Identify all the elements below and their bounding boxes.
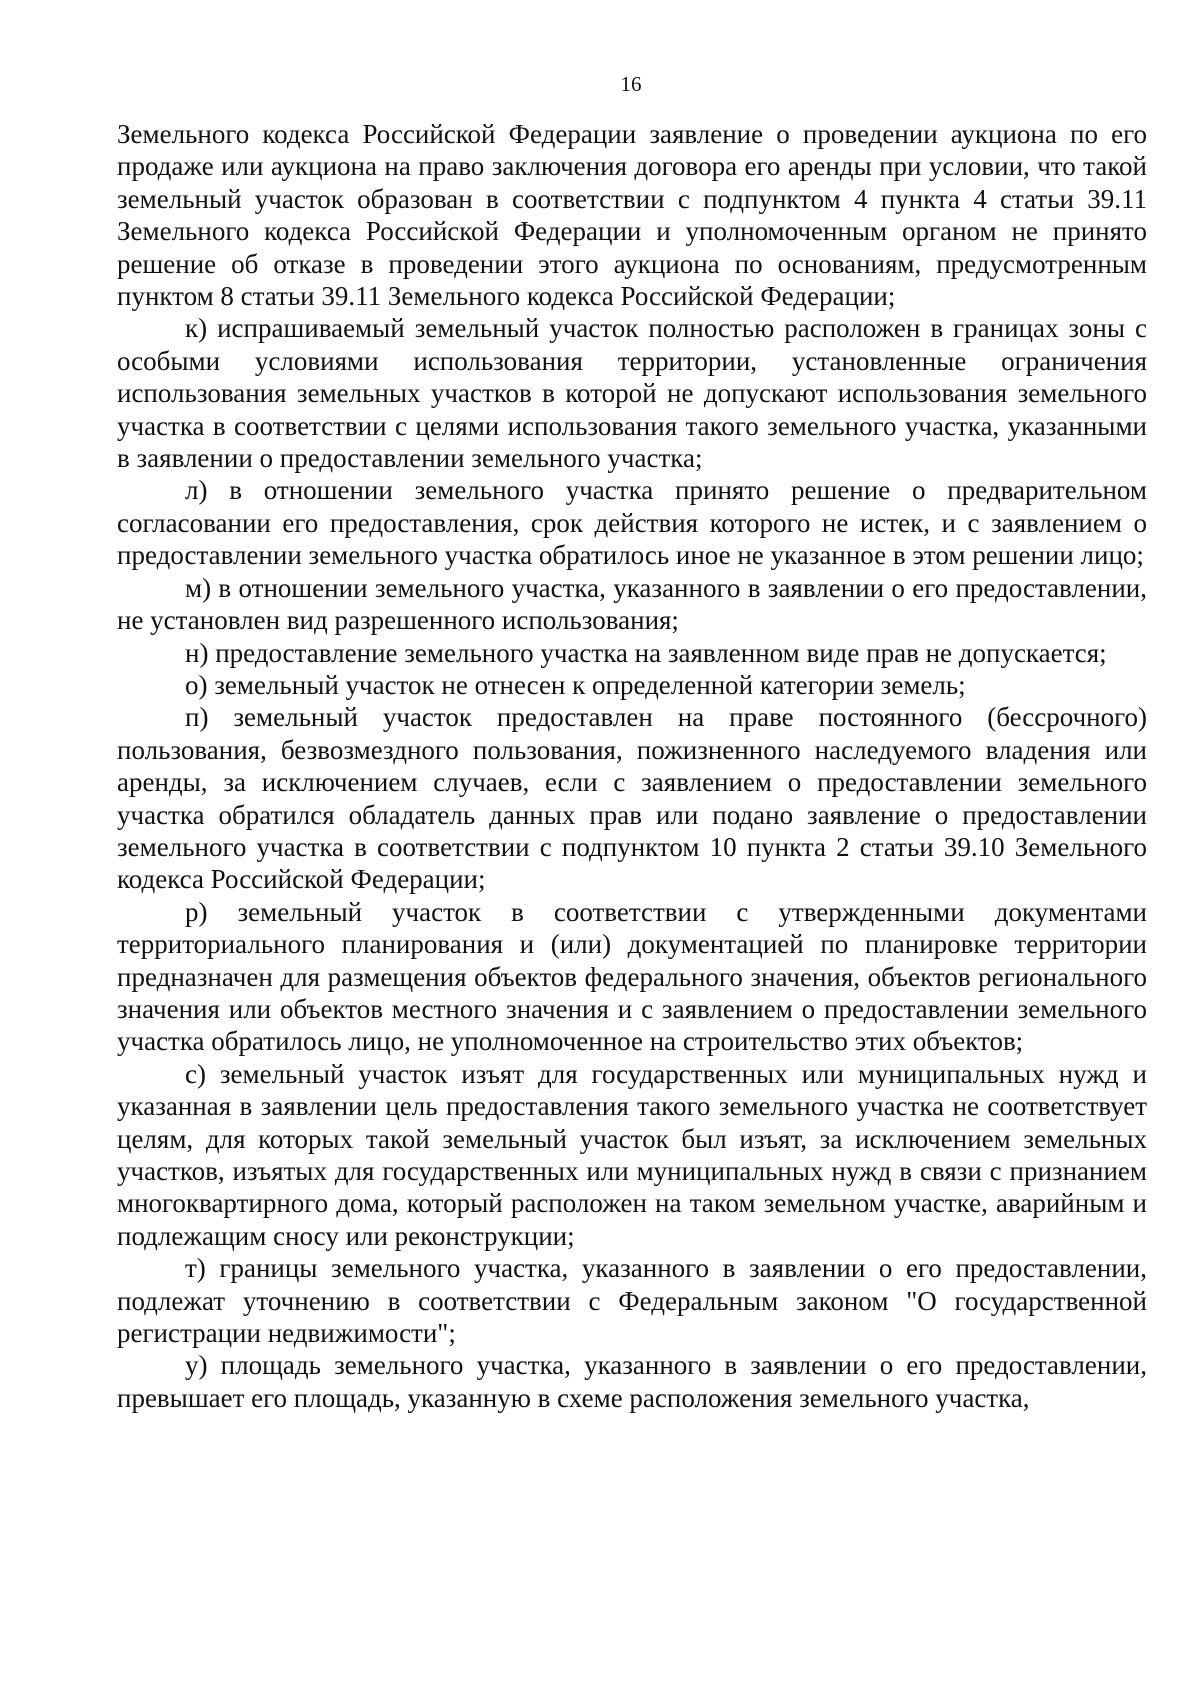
document-body [117, 118, 1147, 1414]
list-item-p: п) земельный участок предоставлен на праве постоянного (бессрочного) пользования, безвозмездного пользования, пожизненного наследуемого владения или аренды, за исключением случаев, если с заявлением о предоставлении земельного участка обратился обладатель данных прав или подано заявление о предоставлении земельного участка в соответствии с подпунктом 10 пункта 2 статьи 39.10 Земельного кодекса Российской Федерации; [117, 702, 1147, 895]
list-item-o: о) земельный участок не отнесен к определенной категории земель; [185, 669, 966, 700]
paragraph-continuation: Земельного кодекса Российской Федерации заявление о проведении аукциона по его продаже или аукциона на право заключения договора его аренды при условии, что такой земельный участок образован в соответствии с подпунктом 4 пункта 4 статьи 39.11 Земельного кодекса Российской Федерации и уполномоченным органом не принято решение об отказе в проведении этого аукциона по основаниям, предусмотренным пунктом 8 статьи 39.11 Земельного кодекса Российской Федерации; [117, 119, 1147, 312]
list-item-r: р) земельный участок в соответствии с утвержденными документами территориального планирования и (или) документацией по планировке территории предназначен для размещения объектов федерального значения, объектов регионального значения или объектов местного значения и с заявлением о предоставлении земельного участка обратилось лицо, не уполномоченное на строительство этих объектов; [117, 896, 1147, 1057]
list-item-n: н) предоставление земельного участка на заявленном виде прав не допускается; [185, 637, 1107, 668]
list-item-l: л) в отношении земельного участка принято решение о предварительном согласовании его предоставления, срок действия которого не истек, и с заявлением о предоставлении земельного участка обратилось иное не указанное в этом решении лицо; [117, 475, 1147, 571]
list-item-k: к) испрашиваемый земельный участок полностью расположен в границах зоны с особыми условиями использования территории, установленные ограничения использования земельных участков в которой не допускают использования земельного участка в соответствии с целями использования такого земельного участка, указанными в заявлении о предоставлении земельного участка; [117, 313, 1147, 474]
list-item-m: м) в отношении земельного участка, указанного в заявлении о его предоставлении, не установлен вид разрешенного использования; [117, 572, 1147, 636]
list-item-s: с) земельный участок изъят для государственных или муниципальных нужд и указанная в заявлении цель предоставления такого земельного участка не соответствует целям, для которых такой земельный участок был изъят, за исключением земельных участков, изъятых для государственных или муниципальных нужд в связи с признанием многоквартирного дома, который расположен на таком земельном участке, аварийным и подлежащим сносу или реконструкции; [117, 1058, 1147, 1251]
page-number: 16 [620, 72, 642, 96]
list-item-t: т) границы земельного участка, указанного в заявлении о его предоставлении, подлежат уточнению в соответствии с Федеральным законом "О государственной регистрации недвижимости"; [117, 1253, 1147, 1349]
list-item-u: у) площадь земельного участка, указанного в заявлении о его предоставлении, превышает его площадь, указанную в схеме расположения земельного участка, [117, 1350, 1147, 1413]
